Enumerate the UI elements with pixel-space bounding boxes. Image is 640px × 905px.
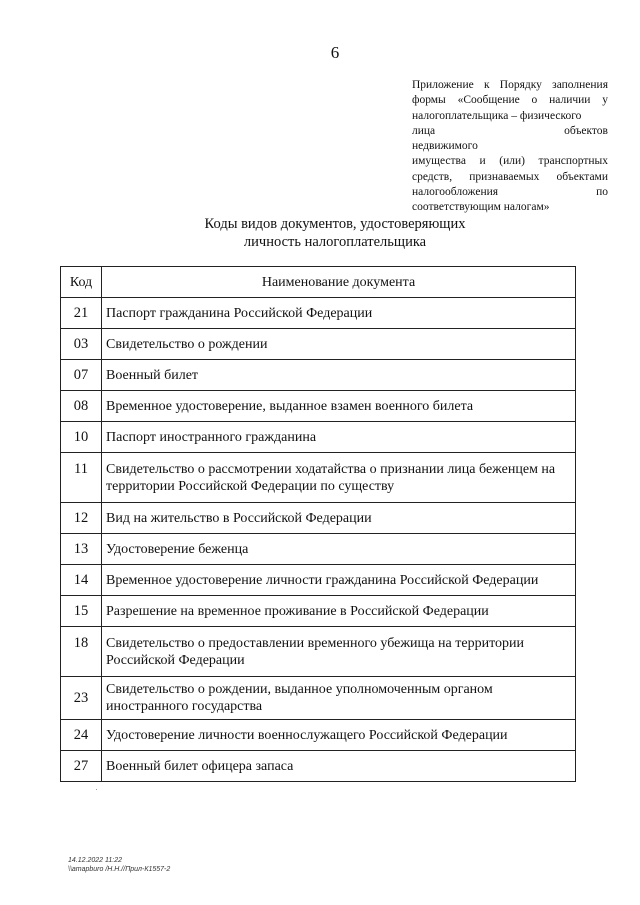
- appendix-line: имущества и (или) транспортных: [412, 155, 608, 168]
- file-stamp: [68, 856, 170, 874]
- title-line: Коды видов документов, удостоверяющих: [204, 216, 466, 232]
- appendix-line: налогообложения по: [412, 186, 608, 199]
- table-row: [61, 565, 576, 596]
- table-row: [61, 298, 576, 329]
- row-name: Удостоверение личности военнослужащего Российской Федерации: [102, 720, 576, 751]
- table-row: [61, 677, 576, 720]
- table-row: [61, 534, 576, 565]
- row-code: 15: [61, 596, 102, 627]
- row-name: Свидетельство о предоставлении временного убежища на территории Российской Федерации: [102, 627, 576, 677]
- row-code: 18: [61, 627, 102, 677]
- row-name: Паспорт гражданина Российской Федерации: [102, 298, 576, 329]
- row-name: Удостоверение беженца: [102, 534, 576, 565]
- row-code: 03: [61, 329, 102, 360]
- table-row: [61, 391, 576, 422]
- appendix-note: [412, 78, 608, 216]
- appendix-line: соответствующим налогам»: [412, 201, 550, 214]
- row-name: Временное удостоверение, выданное взамен военного билета: [102, 391, 576, 422]
- row-name: Военный билет: [102, 360, 576, 391]
- appendix-line: Приложение к Порядку заполнения: [412, 79, 608, 91]
- row-code: 24: [61, 720, 102, 751]
- row-name: Свидетельство о рождении: [102, 329, 576, 360]
- table-row: [61, 751, 576, 782]
- document-title: [0, 215, 640, 251]
- row-name: Вид на жительство в Российской Федерации: [102, 503, 576, 534]
- stamp-path: \\amapburo /Н.Н.//Прил-К1557-2: [68, 866, 171, 873]
- row-code: 23: [61, 677, 102, 720]
- row-code: 07: [61, 360, 102, 391]
- page-number: 6: [330, 43, 340, 62]
- table-row: [61, 422, 576, 453]
- row-name: Разрешение на временное проживание в Российской Федерации: [102, 596, 576, 627]
- row-code: 14: [61, 565, 102, 596]
- row-name: Военный билет офицера запаса: [102, 751, 576, 782]
- row-code: 12: [61, 503, 102, 534]
- appendix-line: налогоплательщика – физического: [412, 109, 582, 122]
- row-code: 10: [61, 422, 102, 453]
- table-row: [61, 720, 576, 751]
- table-row: [61, 596, 576, 627]
- scan-speck: [96, 789, 97, 790]
- row-code: 11: [61, 453, 102, 503]
- row-name: Временное удостоверение личности гражданина Российской Федерации: [102, 565, 576, 596]
- row-name: Свидетельство о рождении, выданное уполномоченным органом иностранного государства: [102, 677, 576, 720]
- row-code: 13: [61, 534, 102, 565]
- table-header-row: [61, 267, 576, 298]
- row-code: 21: [61, 298, 102, 329]
- appendix-line: лица объектов недвижимого: [412, 124, 608, 153]
- table-row: [61, 329, 576, 360]
- row-code: 27: [61, 751, 102, 782]
- row-name: Свидетельство о рассмотрении ходатайства о признании лица беженцем на территории Российской Федерации по существу: [102, 453, 576, 503]
- table-row: [61, 360, 576, 391]
- document-codes-table: [60, 266, 576, 782]
- table-row: [61, 453, 576, 503]
- header-name: Наименование документа: [102, 267, 576, 298]
- title-line: личность налогоплательщика: [243, 234, 427, 250]
- table-row: [61, 503, 576, 534]
- appendix-line: формы «Сообщение о наличии у: [412, 94, 608, 107]
- appendix-line: средств, признаваемых объектами: [412, 170, 608, 183]
- header-code: Код: [61, 267, 102, 298]
- stamp-datetime: 14.12.2022 11:22: [68, 857, 122, 864]
- row-name: Паспорт иностранного гражданина: [102, 422, 576, 453]
- row-code: 08: [61, 391, 102, 422]
- table-row: [61, 627, 576, 677]
